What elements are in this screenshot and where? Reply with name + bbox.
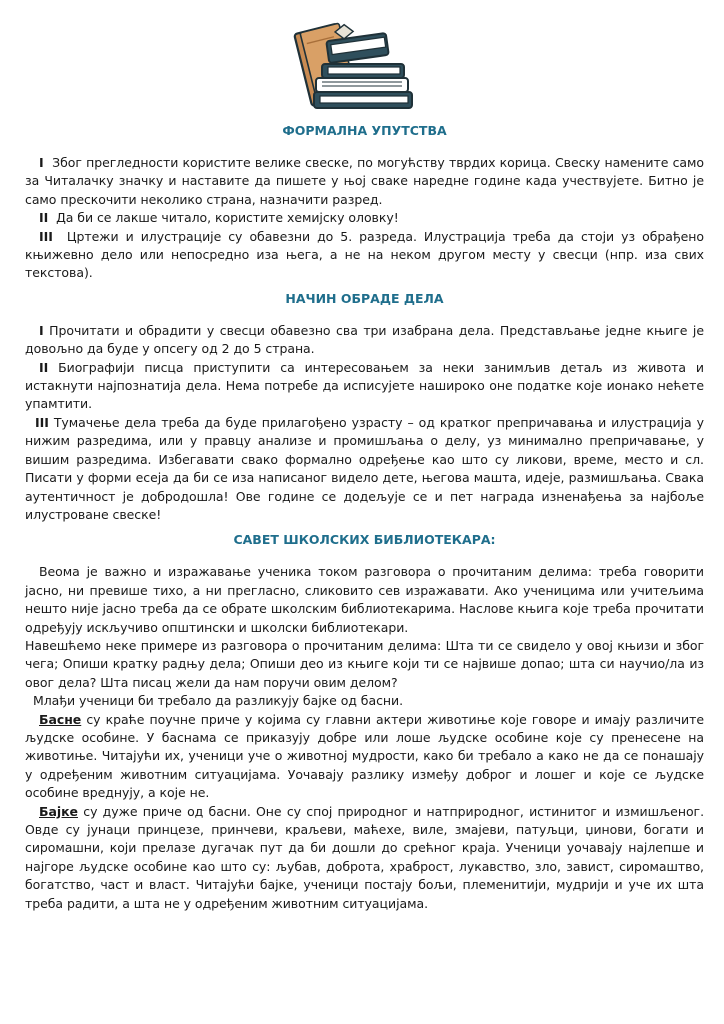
paragraph — [25, 563, 704, 637]
paragraph-number: II — [39, 210, 49, 226]
term-fables: Басне — [39, 711, 82, 727]
section-heading-method: НАЧИН ОБРАДЕ ДЕЛА — [285, 290, 444, 306]
paragraph-text: Да би се лакше читало, користите хемијску оловку! — [56, 210, 399, 226]
paragraph-text: Млађи ученици би требало да разликују бајке од басни. — [33, 693, 404, 709]
paragraph — [25, 359, 704, 414]
paragraph — [25, 692, 704, 710]
document-body — [25, 122, 704, 913]
paragraph-text: Навешћемо неке примере из разговора о прочитаним делима: Шта ти се свидело у овој књизи и због чега; Опиши кратку радњу дела; Опиши део из књиге који ти се највише допао; шта си научио/ла из овог дела? Шта писац жели да нам поручи овим делом? — [25, 637, 704, 690]
paragraph-number: III — [39, 228, 53, 244]
paragraph-number: III — [35, 414, 49, 430]
paragraph-text: Прочитати и обрадити у свесци обавезно сва три изабрана дела. Представљање једне књиге је довољно да буде у опсегу од 2 до 5 страна. — [25, 322, 704, 357]
section-heading-formal: ФОРМАЛНА УПУТСТВА — [282, 123, 447, 138]
paragraph — [25, 637, 704, 692]
paragraph-text: Због прегледности користите велике свеске, по могућству тврдих корица. Свеску намените само за Читалачку значку и наставите да пишете у њој сваке наредне године када учествујете. Битно је само прескочити неколико страна, назначити разред. — [25, 155, 704, 207]
paragraph-text: су краће поучне приче у којима су главни актери животиње које говоре и имају различите људске особине. У баснама се приказују добре или лоше људске особине које су пренесене на животиње. Читајући их, ученици уче о животној мудрости, како би требало а како не да се понашају у одређеним животним ситуацијама. Уочавају разлику између доброг и лошег и које се људске особине вреднују, а које не. — [25, 711, 704, 801]
paragraph-text: Цртежи и илустрације су обавезни до 5. разреда. Илустрација треба да стоји уз обрађено књижевно дело или непосредно иза њега, а не на неком другом месту у свесци (нпр. иза свих текстова). — [25, 228, 704, 281]
paragraph — [25, 154, 704, 209]
book-stack-icon — [280, 6, 430, 118]
paragraph-text: Веома је важно и изражавање ученика током разговора о прочитаним делима: треба говорити јасно, ни превише тихо, а ни прегласно, сликовито сев изражавати. Ако ученицима или учитељима нешто није јасно треба да се обрате школским библиотекарима. Наслове књига које треба прочитати одређују искључиво општински и школски библиотекари. — [25, 564, 704, 635]
paragraph-text: Биографији писца приступити са интересовањем за неки занимљив детаљ из живота и истакнути најпознатија дела. Нема потребе да исписујете нашироко оне податке које ионако нећете упамтити. — [25, 359, 704, 412]
paragraph-number: I — [39, 155, 44, 170]
section-heading-librarians-advice: САВЕТ ШКОЛСКИХ БИБЛИОТЕКАРА: — [233, 532, 496, 548]
paragraph-number: I — [39, 322, 44, 338]
paragraph — [25, 414, 704, 524]
paragraph — [25, 711, 704, 803]
paragraph-text: су дуже приче од басни. Оне су спој природног и натприродног, истинитог и измишљеног. Овде су јунаци принцезе, принчеви, краљеви, маћехе, виле, змајеви, патуљци, џинови, богати и сиромашни, који прелазе дугачак пут да би дошли до срећног краја. Ученици уочавају најлепше и најгоре људске особине као што су: љубав, доброта, храброст, лукавство, зло, завист, сиромаштво, богатство, част и власт. Читајући бајке, ученици постају бољи, племенитији, мудрији и уче их шта треба радити, а шта не у одређеним животним ситуацијама. — [25, 803, 704, 911]
paragraph-text: Тумачење дела треба да буде прилагођено узрасту – од кратког препричавања и илустрација у нижим разредима, или у правцу анализе и промишљања о делу, уз минимално препричавање, у вишим разредима. Избегавати свако формално одређење као што су ликови, време, место и сл. Писати у форми есеја да би се иза написаног видело дете, његова машта, идеје, размишљања. Свака аутентичност је добродошла! Ове године се додељује се и пет награда изненађења за најбоље илустроване свеске! — [25, 414, 704, 522]
paragraph — [25, 803, 704, 913]
paragraph-number: II — [39, 359, 49, 375]
paragraph — [25, 209, 704, 227]
paragraph — [25, 228, 704, 283]
term-fairy-tales: Бајке — [39, 803, 78, 819]
paragraph — [25, 322, 704, 359]
